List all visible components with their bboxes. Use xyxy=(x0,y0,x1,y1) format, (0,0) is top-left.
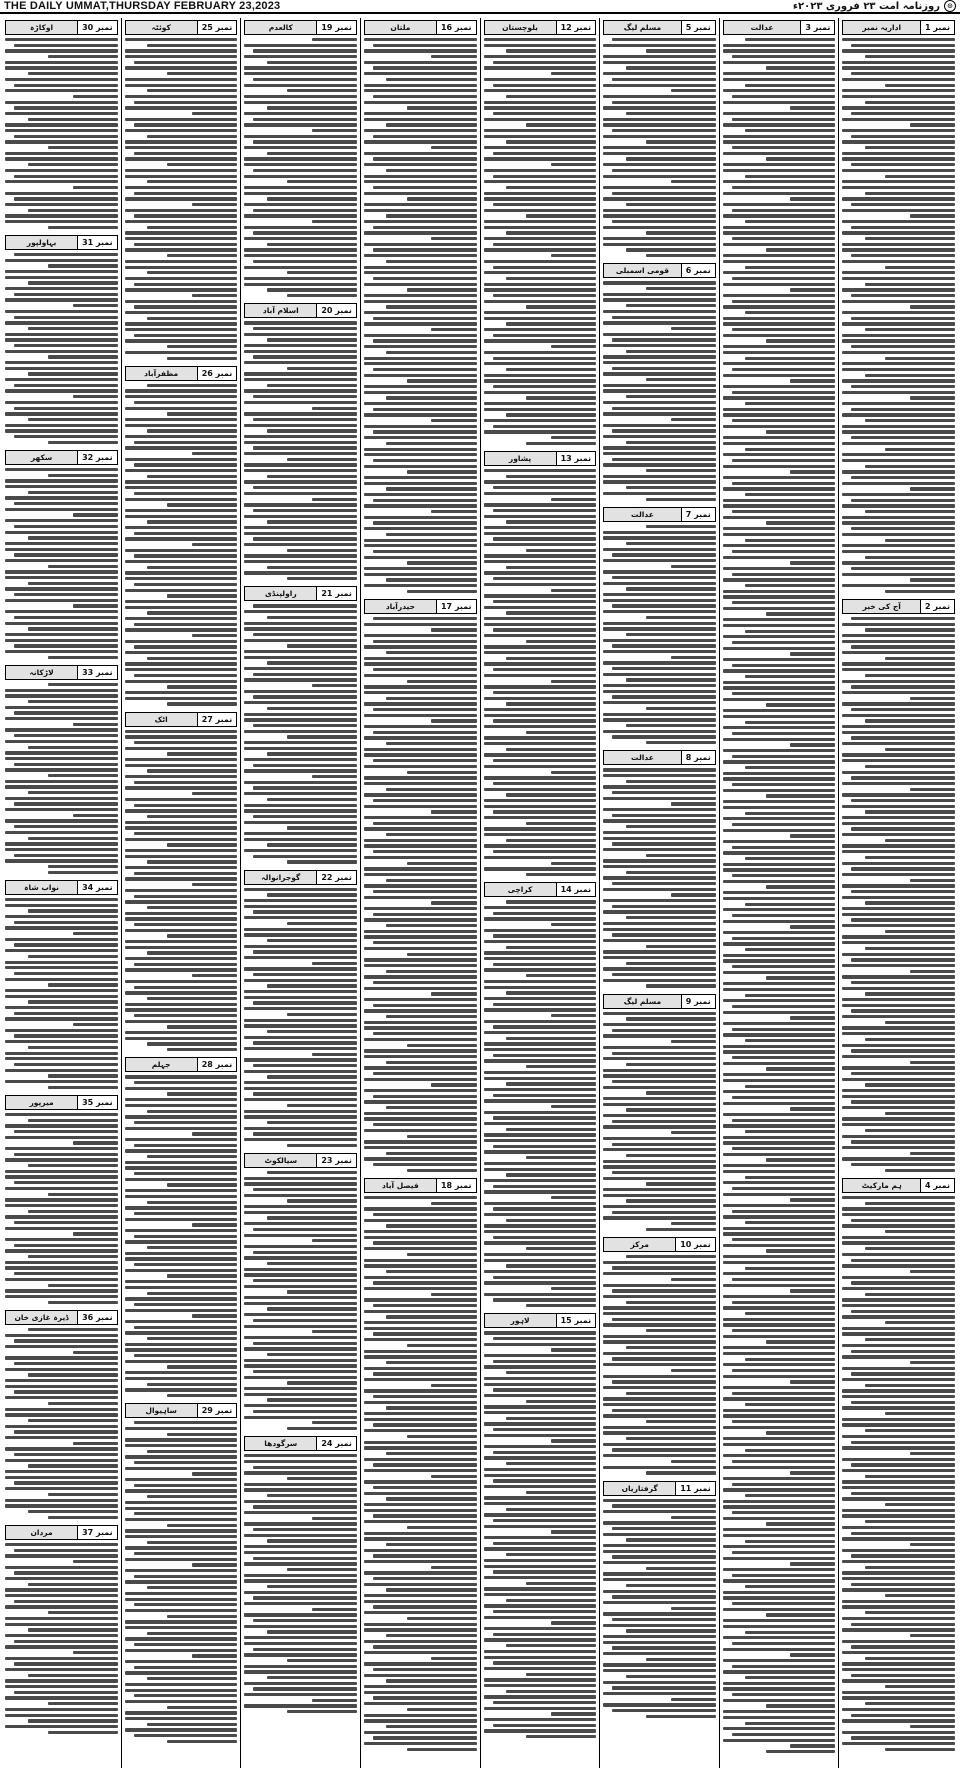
news-item xyxy=(5,450,118,659)
article-text xyxy=(603,525,716,744)
news-item xyxy=(364,599,477,1172)
news-item xyxy=(603,263,716,500)
item-title: سیالکوٹ xyxy=(245,1154,316,1167)
item-title: عدالت xyxy=(604,751,681,764)
article-text xyxy=(364,1196,477,1751)
article-text xyxy=(5,1113,118,1304)
item-title: کراچی xyxy=(485,883,556,896)
news-item xyxy=(125,712,238,1052)
item-number: نمبر 1 xyxy=(920,21,954,34)
item-number-header xyxy=(364,1178,477,1193)
item-number: نمبر 2 xyxy=(920,600,954,613)
masthead xyxy=(0,0,960,14)
article-text xyxy=(842,1196,955,1751)
item-number: نمبر 7 xyxy=(681,508,715,521)
item-number: نمبر 11 xyxy=(675,1482,715,1495)
article-text xyxy=(244,1454,357,1713)
news-item xyxy=(484,882,597,1307)
item-title: اٹک xyxy=(126,713,197,726)
item-number-header xyxy=(842,599,955,614)
item-number: نمبر 26 xyxy=(197,367,237,380)
item-number-header xyxy=(5,235,118,250)
item-number: نمبر 12 xyxy=(556,21,596,34)
article-text xyxy=(364,38,477,593)
article-text xyxy=(244,1171,357,1430)
item-number: نمبر 36 xyxy=(77,1311,117,1324)
article-text xyxy=(244,321,357,580)
item-title: ساہیوال xyxy=(126,1404,197,1417)
item-title: جہلم xyxy=(126,1058,197,1071)
news-item xyxy=(484,451,597,876)
item-number: نمبر 23 xyxy=(316,1154,356,1167)
item-number: نمبر 20 xyxy=(316,304,356,317)
item-number-header xyxy=(125,1403,238,1418)
item-number-header xyxy=(125,20,238,35)
news-item xyxy=(5,20,118,229)
news-item xyxy=(842,1178,955,1751)
item-number: نمبر 14 xyxy=(556,883,596,896)
item-number-header xyxy=(484,451,597,466)
news-item xyxy=(603,1481,716,1718)
news-item xyxy=(603,994,716,1231)
item-number-header xyxy=(723,20,836,35)
item-number-header xyxy=(5,20,118,35)
item-number: نمبر 27 xyxy=(197,713,237,726)
item-number-header xyxy=(244,303,357,318)
item-title: ملتان xyxy=(365,21,436,34)
article-text xyxy=(5,1328,118,1519)
article-text xyxy=(5,1543,118,1734)
article-text xyxy=(125,38,238,360)
item-number-header xyxy=(125,1057,238,1072)
column-7 xyxy=(121,18,241,1768)
urdu-title-group xyxy=(793,0,956,12)
item-title: نواب شاہ xyxy=(6,881,77,894)
news-item xyxy=(723,20,836,1753)
news-item xyxy=(5,1095,118,1304)
item-title: عدالت xyxy=(604,508,681,521)
item-number-header xyxy=(842,20,955,35)
item-number-header xyxy=(5,880,118,895)
item-number: نمبر 31 xyxy=(77,236,117,249)
item-number-header xyxy=(484,882,597,897)
item-number-header xyxy=(244,1436,357,1451)
article-text xyxy=(484,469,597,876)
item-number: نمبر 13 xyxy=(556,452,596,465)
column-3 xyxy=(599,18,719,1768)
item-title: ہم مارکیٹ xyxy=(843,1179,920,1192)
item-title: مردان xyxy=(6,1526,77,1539)
article-text xyxy=(842,617,955,1172)
item-title: ڈیرہ غازی خان xyxy=(6,1311,77,1324)
news-item xyxy=(244,1153,357,1430)
item-number-header xyxy=(364,599,477,614)
news-item xyxy=(5,880,118,1089)
article-text xyxy=(5,683,118,874)
news-item xyxy=(244,20,357,297)
item-number-header xyxy=(603,994,716,1009)
item-number: نمبر 15 xyxy=(556,1314,596,1327)
news-item xyxy=(484,1313,597,1738)
item-number-header xyxy=(125,366,238,381)
item-number-header xyxy=(244,870,357,885)
column-5 xyxy=(360,18,480,1768)
item-number-header xyxy=(603,1481,716,1496)
item-title: بلوچستان xyxy=(485,21,556,34)
article-text xyxy=(244,38,357,297)
newspaper-logo-icon: ⊙ xyxy=(944,0,956,12)
item-number: نمبر 18 xyxy=(436,1179,476,1192)
news-item xyxy=(364,1178,477,1751)
column-2 xyxy=(719,18,839,1768)
item-title: سرگودھا xyxy=(245,1437,316,1450)
news-item xyxy=(603,507,716,744)
article-text xyxy=(125,384,238,706)
item-number: نمبر 17 xyxy=(436,600,476,613)
item-number-header xyxy=(5,450,118,465)
item-number: نمبر 22 xyxy=(316,871,356,884)
item-number-header xyxy=(603,750,716,765)
news-item xyxy=(842,599,955,1172)
news-item xyxy=(125,20,238,360)
news-item xyxy=(484,20,597,445)
item-number-header xyxy=(5,1525,118,1540)
item-title: گرفتاریاں xyxy=(604,1482,675,1495)
item-number: نمبر 28 xyxy=(197,1058,237,1071)
news-columns xyxy=(2,18,958,1768)
item-number-header xyxy=(484,1313,597,1328)
item-number: نمبر 6 xyxy=(681,264,715,277)
news-item xyxy=(125,366,238,706)
news-item xyxy=(244,1436,357,1713)
news-item xyxy=(5,1525,118,1734)
item-title: اسلام آباد xyxy=(245,304,316,317)
item-title: فیصل آباد xyxy=(365,1179,436,1192)
news-item xyxy=(842,20,955,593)
article-text xyxy=(364,617,477,1172)
news-item xyxy=(244,870,357,1147)
article-text xyxy=(484,900,597,1307)
item-number: نمبر 4 xyxy=(920,1179,954,1192)
article-text xyxy=(244,604,357,863)
article-text xyxy=(603,1012,716,1231)
item-title: مسلم لیگ xyxy=(604,995,681,1008)
item-title: پشاور xyxy=(485,452,556,465)
article-text xyxy=(5,898,118,1089)
column-4 xyxy=(480,18,600,1768)
article-text xyxy=(603,38,716,257)
item-number: نمبر 35 xyxy=(77,1096,117,1109)
news-item xyxy=(603,1237,716,1474)
article-text xyxy=(603,768,716,987)
urdu-title: روزنامہ امت ۲۳ فروری ۲۰۲۳ء xyxy=(792,0,940,12)
item-number: نمبر 3 xyxy=(800,21,834,34)
item-number-header xyxy=(244,1153,357,1168)
column-8 xyxy=(2,18,121,1768)
item-title: بہاولپور xyxy=(6,236,77,249)
item-number-header xyxy=(484,20,597,35)
article-text xyxy=(244,888,357,1147)
item-number-header xyxy=(603,507,716,522)
article-text xyxy=(5,468,118,659)
news-item xyxy=(603,750,716,987)
item-number: نمبر 34 xyxy=(77,881,117,894)
item-number-header xyxy=(842,1178,955,1193)
item-number: نمبر 19 xyxy=(316,21,356,34)
item-title: کالعدم xyxy=(245,21,316,34)
item-title: مرکز xyxy=(604,1238,675,1251)
article-text xyxy=(125,1421,238,1743)
news-item xyxy=(244,303,357,580)
article-text xyxy=(484,1331,597,1738)
article-text xyxy=(603,281,716,500)
news-item xyxy=(125,1057,238,1397)
article-text xyxy=(5,38,118,229)
item-number-header xyxy=(603,1237,716,1252)
item-title: مسلم لیگ xyxy=(604,21,681,34)
item-number: نمبر 10 xyxy=(675,1238,715,1251)
item-number-header xyxy=(244,20,357,35)
item-title: گوجرانوالہ xyxy=(245,871,316,884)
item-title: راولپنڈی xyxy=(245,587,316,600)
item-number-header xyxy=(603,20,716,35)
item-title: عدالت xyxy=(724,21,801,34)
article-text xyxy=(5,253,118,444)
news-item xyxy=(244,586,357,863)
item-number: نمبر 33 xyxy=(77,666,117,679)
article-text xyxy=(723,38,836,1753)
item-number-header xyxy=(364,20,477,35)
news-item xyxy=(125,1403,238,1743)
item-number: نمبر 37 xyxy=(77,1526,117,1539)
item-number: نمبر 5 xyxy=(681,21,715,34)
article-text xyxy=(603,1255,716,1474)
item-title: میرپور xyxy=(6,1096,77,1109)
item-title: مظفرآباد xyxy=(126,367,197,380)
item-number: نمبر 30 xyxy=(77,21,117,34)
item-number-header xyxy=(5,665,118,680)
article-text xyxy=(603,1499,716,1718)
news-item xyxy=(364,20,477,593)
item-title: سکھر xyxy=(6,451,77,464)
item-number: نمبر 9 xyxy=(681,995,715,1008)
item-number-header xyxy=(125,712,238,727)
item-title: اداریہ نمبر xyxy=(843,21,920,34)
item-number-header xyxy=(603,263,716,278)
item-number: نمبر 25 xyxy=(197,21,237,34)
article-text xyxy=(484,38,597,445)
article-text xyxy=(125,1075,238,1397)
item-number-header xyxy=(5,1310,118,1325)
item-number: نمبر 16 xyxy=(436,21,476,34)
item-number: نمبر 24 xyxy=(316,1437,356,1450)
article-text xyxy=(125,730,238,1052)
item-number-header xyxy=(5,1095,118,1110)
item-number: نمبر 29 xyxy=(197,1404,237,1417)
item-title: اوکاڑہ xyxy=(6,21,77,34)
item-number-header xyxy=(244,586,357,601)
english-title: THE DAILY UMMAT,THURSDAY FEBRUARY 23,2023 xyxy=(4,0,281,12)
item-title: قومی اسمبلی xyxy=(604,264,681,277)
item-number: نمبر 21 xyxy=(316,587,356,600)
column-6 xyxy=(240,18,360,1768)
news-item xyxy=(5,665,118,874)
article-text xyxy=(842,38,955,593)
news-item xyxy=(5,1310,118,1519)
item-title: آج کی خبر xyxy=(843,600,920,613)
news-item xyxy=(603,20,716,257)
item-number: نمبر 8 xyxy=(681,751,715,764)
item-title: لاڑکانہ xyxy=(6,666,77,679)
news-item xyxy=(5,235,118,444)
item-title: لاہور xyxy=(485,1314,556,1327)
column-1 xyxy=(838,18,958,1768)
item-title: کوئٹہ xyxy=(126,21,197,34)
item-title: حیدرآباد xyxy=(365,600,436,613)
item-number: نمبر 32 xyxy=(77,451,117,464)
